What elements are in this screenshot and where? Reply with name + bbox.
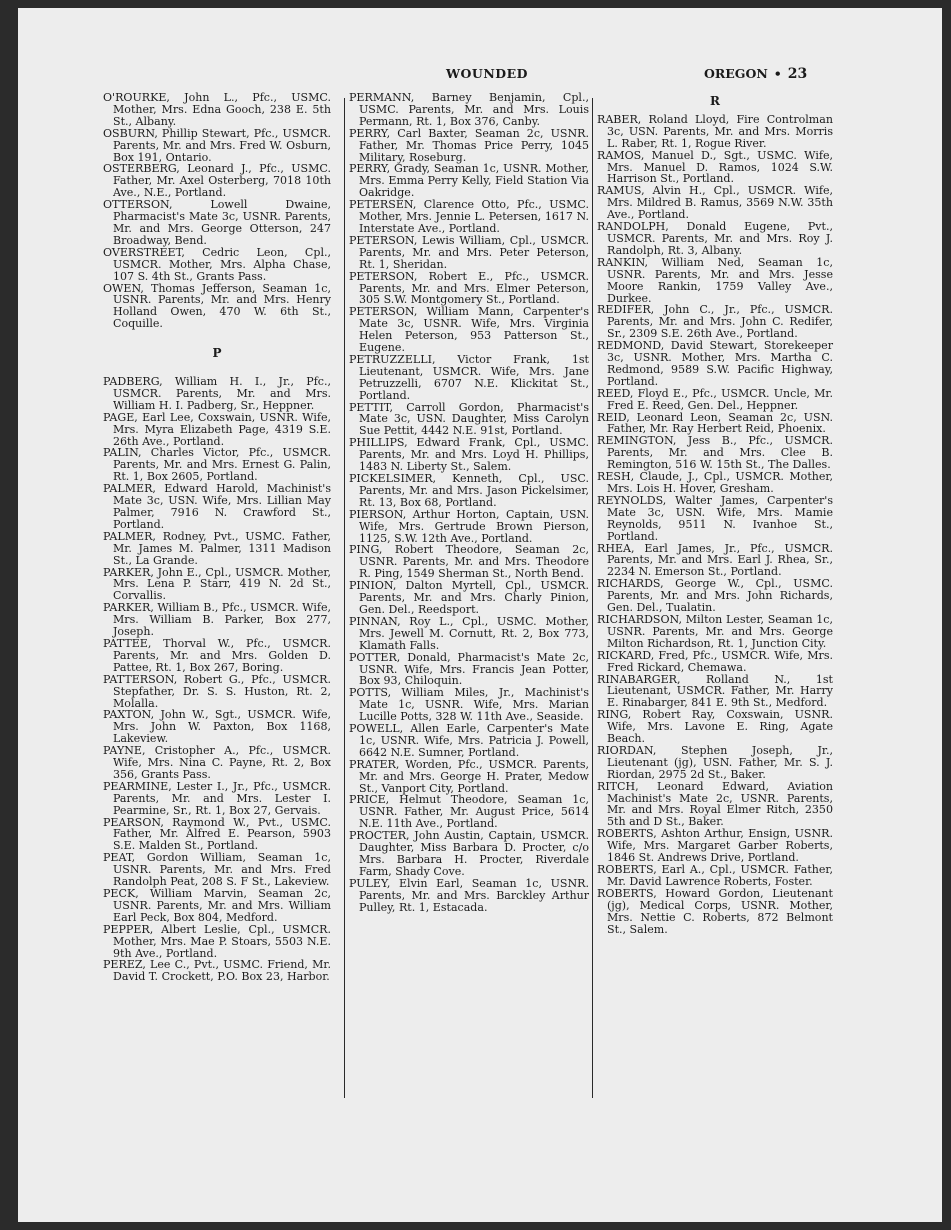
casualty-entry: REDIFER, John C., Jr., Pfc., USMCR. Parents, Mr. and Mrs. John C. Redifer, Sr., 2309 S.E. 26th Ave., Portland. xyxy=(597,303,833,341)
casualty-entry: PEAT, Gordon William, Seaman 1c, USNR. Parents, Mr. and Mrs. Fred Randolph Peat, 208 S. F St., Lakeview. xyxy=(103,851,331,889)
casualty-entry: RICHARDS, George W., Cpl., USMC. Parents, Mr. and Mrs. John Richards, Gen. Del., Tualatin. xyxy=(597,577,833,615)
casualty-entry: PEARMINE, Lester I., Jr., Pfc., USMCR. Parents, Mr. and Mrs. Lester I. Pearmine, Sr., Rt. 1, Box 27, Gervais. xyxy=(103,779,331,817)
casualty-entry: REYNOLDS, Walter James, Carpenter's Mate 3c, USN. Wife, Mrs. Mamie Reynolds, 9511 N. Ivanhoe St., Portland. xyxy=(597,493,833,543)
casualty-entry: O'ROURKE, John L., Pfc., USMC. Mother, Mrs. Edna Gooch, 238 E. 5th St., Albany. xyxy=(103,91,331,128)
running-head xyxy=(704,66,807,82)
column-1 xyxy=(103,92,331,983)
casualty-entry: RICHARDSON, Milton Lester, Seaman 1c, USNR. Parents, Mr. and Mrs. George Milton Richardson, Rt. 1, Junction City. xyxy=(597,612,833,650)
casualty-entry: PINION, Dalton Myrtell, Cpl., USMCR. Parents, Mr. and Mrs. Charly Pinion, Gen. Del., Reedsport. xyxy=(349,579,589,616)
casualty-entry: REDMOND, David Stewart, Storekeeper 3c, USNR. Mother, Mrs. Martha C. Redmond, 9589 S.W. Pacific Highway, Portland. xyxy=(597,339,833,388)
state-name: OREGON xyxy=(704,66,768,81)
casualty-entry: PETERSON, William Mann, Carpenter's Mate 3c, USNR. Wife, Mrs. Virginia Helen Peterson, 953 Patterson St., Eugene. xyxy=(349,305,589,355)
casualty-entry: OSBURN, Phillip Stewart, Pfc., USMCR. Parents, Mr. and Mrs. Fred W. Osburn, Box 191, Ontario. xyxy=(103,126,331,164)
casualty-entry: PRICE, Helmut Theodore, Seaman 1c, USNR. Father, Mr. August Price, 5614 N.E. 11th Ave., Portland. xyxy=(349,793,589,831)
column-divider xyxy=(592,98,593,1098)
column-3 xyxy=(597,92,833,935)
casualty-entry: PAGE, Earl Lee, Coxswain, USNR. Wife, Mrs. Myra Elizabeth Page, 4319 S.E. 26th Ave., Portland. xyxy=(103,410,331,448)
casualty-entry: PICKELSIMER, Kenneth, Cpl., USC. Parents, Mr. and Mrs. Jason Pickelsimer, Rt. 13, Box 68, Portland. xyxy=(349,472,589,509)
casualty-entry: RABER, Roland Lloyd, Fire Controlman 3c, USN. Parents, Mr. and Mrs. Morris L. Raber, Rt. 1, Rogue River. xyxy=(597,112,833,150)
casualty-entry: RAMOS, Manuel D., Sgt., USMC. Wife, Mrs. Manuel D. Ramos, 1024 S.W. Harrison St., Portland. xyxy=(597,148,833,186)
column-2 xyxy=(349,92,589,914)
casualty-entry: PERRY, Grady, Seaman 1c, USNR. Mother, Mrs. Emma Perry Kelly, Field Station Via Oakridge. xyxy=(349,162,589,200)
casualty-entry: PATTERSON, Robert G., Pfc., USMCR. Stepfather, Dr. S. S. Huston, Rt. 2, Molalla. xyxy=(103,672,331,710)
casualty-entry: PATTEE, Thorval W., Pfc., USMCR. Parents, Mr. and Mrs. Golden D. Pattee, Rt. 1, Box 267, Boring. xyxy=(103,636,331,674)
casualty-entry: ROBERTS, Ashton Arthur, Ensign, USNR. Wife, Mrs. Margaret Garber Roberts, 1846 St. Andrews Drive, Portland. xyxy=(597,827,833,865)
casualty-entry: OSTERBERG, Leonard J., Pfc., USMC. Father, Mr. Axel Osterberg, 7018 10th Ave., N.E., Portland. xyxy=(103,162,331,200)
casualty-entry: OWEN, Thomas Jefferson, Seaman 1c, USNR. Parents, Mr. and Mrs. Henry Holland Owen, 470 W. 6th St., Coquille. xyxy=(103,281,331,331)
casualty-entry: PEREZ, Lee C., Pvt., USMC. Friend, Mr. David T. Crockett, P.O. Box 23, Harbor. xyxy=(103,958,331,984)
casualty-entry: POTTS, William Miles, Jr., Machinist's Mate 1c, USNR. Wife, Mrs. Marian Lucille Potts, 328 W. 11th Ave., Seaside. xyxy=(349,686,589,724)
casualty-entry: PRATER, Worden, Pfc., USMCR. Parents, Mr. and Mrs. George H. Prater, Medow St., Vanport City, Portland. xyxy=(349,757,589,795)
page-number: 23 xyxy=(787,66,808,82)
casualty-entry: RANKIN, William Ned, Seaman 1c, USNR. Parents, Mr. and Mrs. Jesse Moore Rankin, 1759 Valley Ave., Durkee. xyxy=(597,255,833,305)
casualty-entry: OTTERSON, Lowell Dwaine, Pharmacist's Mate 3c, USNR. Parents, Mr. and Mrs. George Otterson, 247 Broadway, Bend. xyxy=(103,198,331,247)
casualty-entry: RITCH, Leonard Edward, Aviation Machinist's Mate 2c, USNR. Parents, Mr. and Mrs. Royal Elmer Ritch, 2350 5th and D St., Baker. xyxy=(597,779,833,829)
casualty-entry: PALIN, Charles Victor, Pfc., USMCR. Parents, Mr. and Mrs. Ernest G. Palin, Rt. 1, Box 2605, Portland. xyxy=(103,446,331,484)
section-letter: R xyxy=(710,94,720,108)
casualty-entry: REID, Leonard Leon, Seaman 2c, USN. Father, Mr. Ray Herbert Reid, Phoenix. xyxy=(597,410,833,436)
casualty-entry: PING, Robert Theodore, Seaman 2c, USNR. Parents, Mr. and Mrs. Theodore R. Ping, 1549 Sherman St., North Bend. xyxy=(349,543,589,581)
casualty-entry: PERRY, Carl Baxter, Seaman 2c, USNR. Father, Mr. Thomas Price Perry, 1045 Military, Roseburg. xyxy=(349,126,589,164)
casualty-entry: PETERSON, Robert E., Pfc., USMCR. Parents, Mr. and Mrs. Elmer Peterson, 305 S.W. Montgomery St., Portland. xyxy=(349,269,589,307)
casualty-entry: RANDOLPH, Donald Eugene, Pvt., USMCR. Parents, Mr. and Mrs. Roy J. Randolph, Rt. 3, Albany. xyxy=(597,220,833,257)
casualty-entry: PINNAN, Roy L., Cpl., USMC. Mother, Mrs. Jewell M. Cornutt, Rt. 2, Box 773, Klamath Falls. xyxy=(349,614,589,652)
casualty-entry: PETERSON, Lewis William, Cpl., USMCR. Parents, Mr. and Mrs. Peter Peterson, Rt. 1, Sheridan. xyxy=(349,233,589,271)
casualty-entry: RESH, Claude, J., Cpl., USMCR. Mother, Mrs. Lois H. Hover, Gresham. xyxy=(597,470,833,495)
casualty-entry: REMINGTON, Jess B., Pfc., USMCR. Parents, Mr. and Mrs. Clee B. Remington, 516 W. 15th St., The Dalles. xyxy=(597,434,833,472)
casualty-entry: PADBERG, William H. I., Jr., Pfc., USMCR. Parents, Mr. and Mrs. William H. I. Padberg, Sr., Heppner. xyxy=(103,375,331,412)
casualty-entry: PROCTER, John Austin, Captain, USMCR. Daughter, Miss Barbara D. Procter, c/o Mrs. Barbara H. Procter, Riverdale Farm, Shady Cove. xyxy=(349,829,589,878)
casualty-entry: PARKER, John E., Cpl., USMCR. Mother, Mrs. Lena P. Starr, 419 N. 2d St., Corvallis. xyxy=(103,565,331,603)
casualty-entry: PALMER, Edward Harold, Machinist's Mate 3c, USN. Wife, Mrs. Lillian May Palmer, 7916 N. Crawford St., Portland. xyxy=(103,482,331,531)
casualty-entry: PEARSON, Raymond W., Pvt., USMC. Father, Mr. Alfred E. Pearson, 5903 S.E. Malden St., Portland. xyxy=(103,815,331,853)
casualty-entry: PAXTON, John W., Sgt., USMCR. Wife, Mrs. John W. Paxton, Box 1168, Lakeview. xyxy=(103,708,331,746)
casualty-entry: PETRUZZELLI, Victor Frank, 1st Lieutenant, USMCR. Wife, Mrs. Jane Petruzzelli, 6707 N.E. Klickitat St., Portland. xyxy=(349,352,589,402)
casualty-entry: RICKARD, Fred, Pfc., USMCR. Wife, Mrs. Fred Rickard, Chemawa. xyxy=(597,648,833,674)
separator-bullet: • xyxy=(773,66,782,81)
casualty-entry: OVERSTREET, Cedric Leon, Cpl., USMCR. Mother, Mrs. Alpha Chase, 107 S. 4th St., Grants Pass. xyxy=(103,245,331,283)
casualty-entry: PECK, William Marvin, Seaman 2c, USNR. Parents, Mr. and Mrs. William Earl Peck, Box 804, Medford. xyxy=(103,887,331,924)
page-header xyxy=(18,66,942,88)
casualty-entry: RHEA, Earl James, Jr., Pfc., USMCR. Parents, Mr. and Mrs. Earl J. Rhea, Sr., 2234 N. Emerson St., Portland. xyxy=(597,541,833,579)
casualty-entry: ROBERTS, Howard Gordon, Lieutenant (jg), Medical Corps, USNR. Mother, Mrs. Nettie C. Roberts, 872 Belmont St., Salem. xyxy=(597,886,833,936)
casualty-entry: RINABARGER, Rolland N., 1st Lieutenant, USMCR. Father, Mr. Harry E. Rinabarger, 841 E. 9th St., Medford. xyxy=(597,672,833,710)
column-divider xyxy=(344,98,345,1098)
document-page xyxy=(18,8,942,1222)
casualty-entry: REED, Floyd E., Pfc., USMCR. Uncle, Mr. Fred E. Reed, Gen. Del., Heppner. xyxy=(597,386,833,412)
casualty-entry: PETERSEN, Clarence Otto, Pfc., USMC. Mother, Mrs. Jennie L. Petersen, 1617 N. Interstate Ave., Portland. xyxy=(349,198,589,235)
section-title: WOUNDED xyxy=(446,66,528,81)
casualty-entry: PARKER, William B., Pfc., USMCR. Wife, Mrs. William B. Parker, Box 277, Joseph. xyxy=(103,601,331,639)
casualty-entry: ROBERTS, Earl A., Cpl., USMCR. Father, Mr. David Lawrence Roberts, Foster. xyxy=(597,863,833,888)
casualty-entry: PETTIT, Carroll Gordon, Pharmacist's Mate 3c, USN. Daughter, Miss Carolyn Sue Pettit, 4442 N.E. 91st, Portland. xyxy=(349,400,589,438)
casualty-entry: RING, Robert Ray, Coxswain, USNR. Wife, Mrs. Lavone E. Ring, Agate Beach. xyxy=(597,708,833,746)
casualty-entry: POTTER, Donald, Pharmacist's Mate 2c, USNR. Wife, Mrs. Francis Jean Potter, Box 93, Chiloquin. xyxy=(349,650,589,688)
casualty-entry: PULEY, Elvin Earl, Seaman 1c, USNR. Parents, Mr. and Mrs. Barckley Arthur Pulley, Rt. 1, Estacada. xyxy=(349,876,589,914)
casualty-entry: PEPPER, Albert Leslie, Cpl., USMCR. Mother, Mrs. Mae P. Stoars, 5503 N.E. 9th Ave., Portland. xyxy=(103,922,331,960)
casualty-entry: PERMANN, Barney Benjamin, Cpl., USMC. Parents, Mr. and Mrs. Louis Permann, Rt. 1, Box 376, Canby. xyxy=(349,91,589,128)
section-letter: P xyxy=(212,346,222,361)
casualty-entry: POWELL, Allen Earle, Carpenter's Mate 1c, USNR. Wife, Mrs. Patricia J. Powell, 6642 N.E. Sumner, Portland. xyxy=(349,722,589,759)
casualty-entry: PHILLIPS, Edward Frank, Cpl., USMC. Parents, Mr. and Mrs. Loyd H. Phillips, 1483 N. Liberty St., Salem. xyxy=(349,436,589,474)
casualty-entry: PAYNE, Cristopher A., Pfc., USMCR. Wife, Mrs. Nina C. Payne, Rt. 2, Box 356, Grants Pass. xyxy=(103,744,331,781)
casualty-entry: PIERSON, Arthur Horton, Captain, USN. Wife, Mrs. Gertrude Brown Pierson, 1125, S.W. 12th Ave., Portland. xyxy=(349,507,589,545)
casualty-entry: RIORDAN, Stephen Joseph, Jr., Lieutenant (jg), USN. Father, Mr. S. J. Riordan, 2975 2d St., Baker. xyxy=(597,743,833,781)
casualty-entry: PALMER, Rodney, Pvt., USMC. Father, Mr. James M. Palmer, 1311 Madison St., La Grande. xyxy=(103,529,331,567)
casualty-entry: RAMUS, Alvin H., Cpl., USMCR. Wife, Mrs. Mildred B. Ramus, 3569 N.W. 35th Ave., Portland. xyxy=(597,184,833,222)
